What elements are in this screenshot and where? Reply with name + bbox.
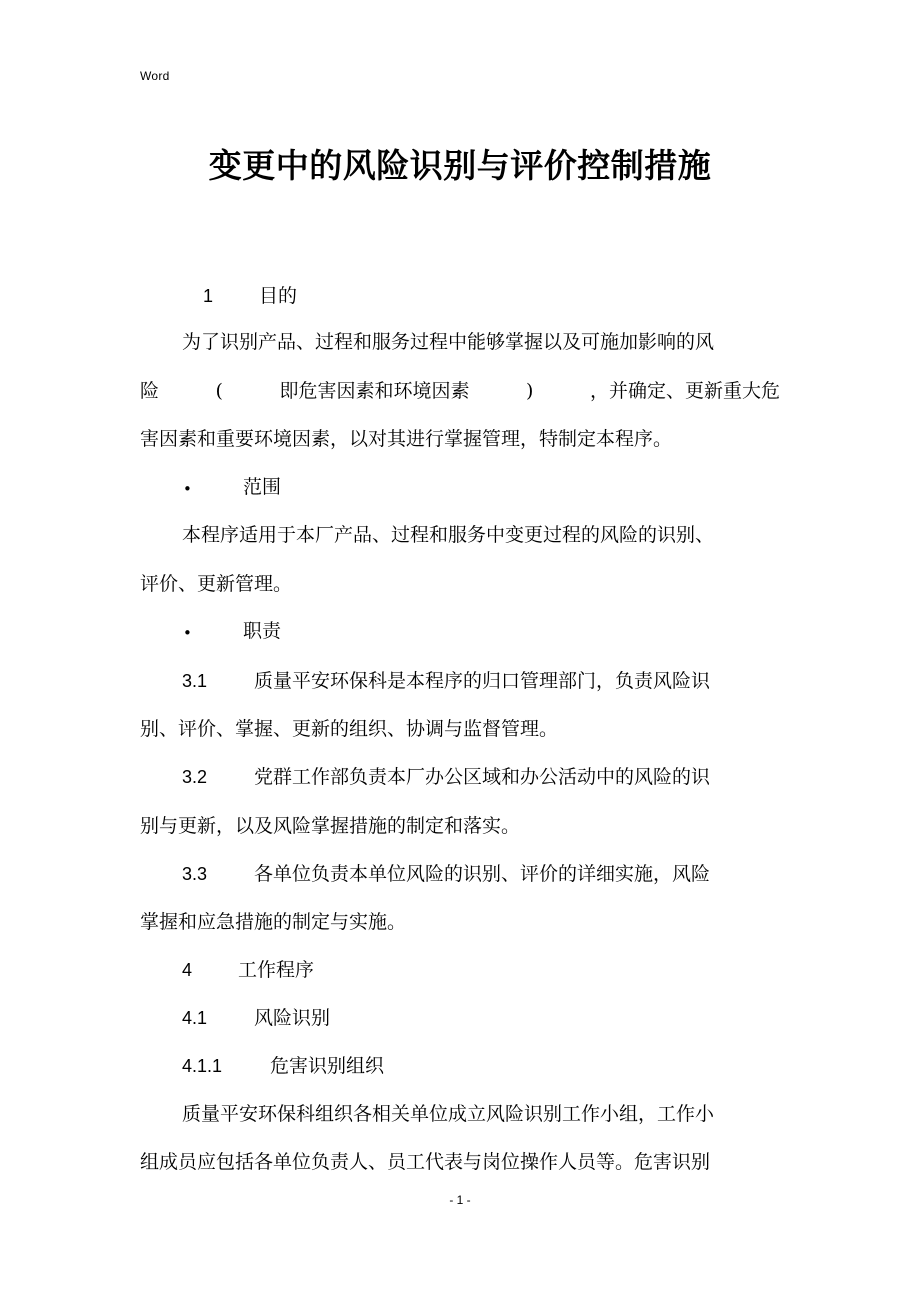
text-segment: ( bbox=[215, 380, 223, 402]
section-number: 1 bbox=[203, 286, 214, 306]
text-segment: 险 bbox=[140, 380, 160, 402]
bullet-icon: • bbox=[183, 624, 192, 642]
section-label: 危害识别组织 bbox=[270, 1055, 385, 1077]
section-number: 4 bbox=[182, 960, 193, 980]
paragraph-line: 质量平安环保科组织各相关单位成立风险识别工作小组，工作小 bbox=[182, 1103, 715, 1125]
item-number: 3.1 bbox=[182, 671, 208, 691]
section-label: 职责 bbox=[243, 620, 282, 642]
item-3-3 bbox=[0, 860, 920, 888]
section-label: 风险识别 bbox=[254, 1007, 331, 1029]
paragraph-line: 害因素和重要环境因素，以对其进行掌握管理，特制定本程序。 bbox=[140, 428, 673, 450]
text-segment: ，并确定、更新重大危 bbox=[589, 380, 780, 402]
header-app-label: Word bbox=[140, 69, 170, 83]
page-number: - 1 - bbox=[449, 1193, 471, 1207]
bullet-icon: • bbox=[183, 480, 192, 498]
item-text: 党群工作部负责本厂办公区域和办公活动中的风险的识 bbox=[254, 766, 711, 788]
text-segment: 即危害因素和环境因素 bbox=[279, 380, 470, 402]
document-title: 变更中的风险识别与评价控制措施 bbox=[208, 146, 712, 185]
section-4-heading bbox=[0, 956, 920, 984]
item-number: 3.3 bbox=[182, 864, 208, 884]
paragraph-line: 评价、更新管理。 bbox=[140, 573, 293, 595]
section-label: 目的 bbox=[259, 285, 298, 307]
paragraph-line-justified bbox=[140, 377, 780, 405]
section-number: 4.1.1 bbox=[182, 1056, 223, 1076]
section-2-heading bbox=[0, 473, 920, 501]
item-text: 各单位负责本单位风险的识别、评价的详细实施，风险 bbox=[254, 863, 711, 885]
section-label: 范围 bbox=[243, 476, 282, 498]
item-3-1 bbox=[0, 667, 920, 695]
text-segment: ) bbox=[526, 380, 534, 402]
section-label: 工作程序 bbox=[238, 959, 315, 981]
paragraph-line: 组成员应包括各单位负责人、员工代表与岗位操作人员等。危害识别 bbox=[140, 1151, 711, 1173]
paragraph-line: 为了识别产品、过程和服务过程中能够掌握以及可施加影响的风 bbox=[182, 331, 715, 353]
paragraph-line: 本程序适用于本厂产品、过程和服务中变更过程的风险的识别、 bbox=[182, 524, 715, 546]
item-number: 3.2 bbox=[182, 767, 208, 787]
paragraph-line: 别与更新，以及风险掌握措施的制定和落实。 bbox=[140, 815, 521, 837]
section-1-heading bbox=[0, 282, 920, 310]
paragraph-line: 掌握和应急措施的制定与实施。 bbox=[140, 911, 407, 933]
paragraph-line: 别、评价、掌握、更新的组织、协调与监督管理。 bbox=[140, 718, 559, 740]
item-text: 质量平安环保科是本程序的归口管理部门，负责风险识 bbox=[254, 670, 711, 692]
section-number: 4.1 bbox=[182, 1008, 208, 1028]
item-3-2 bbox=[0, 763, 920, 791]
section-4-1-heading bbox=[0, 1004, 920, 1032]
section-4-1-1-heading bbox=[0, 1052, 920, 1080]
section-3-heading bbox=[0, 617, 920, 645]
